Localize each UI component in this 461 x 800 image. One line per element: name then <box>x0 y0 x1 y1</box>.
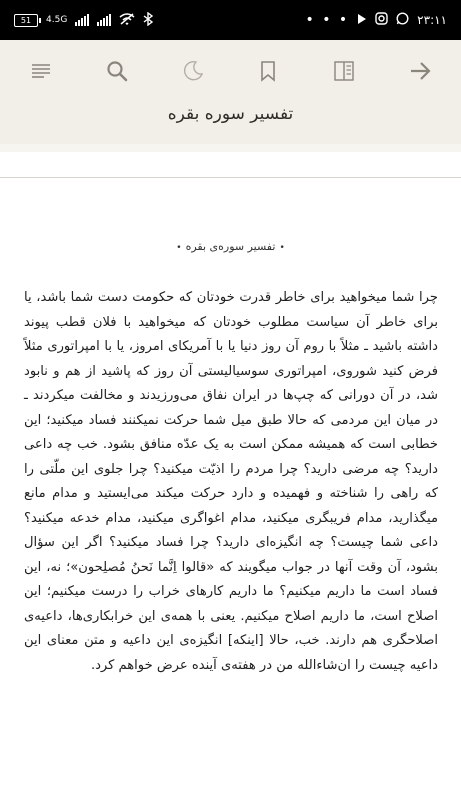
more-notifications-icon: • • • <box>305 12 350 28</box>
signal-bars-icon <box>75 14 89 26</box>
instagram-icon <box>375 12 388 28</box>
back-button[interactable] <box>403 54 437 88</box>
divider <box>0 177 461 178</box>
wifi-off-icon <box>119 13 135 28</box>
status-left <box>14 12 153 29</box>
whatsapp-icon <box>396 12 409 28</box>
status-bar <box>0 0 461 40</box>
play-icon <box>357 13 367 28</box>
menu-lines-icon <box>29 59 53 83</box>
status-right <box>305 12 447 28</box>
reader-toolbar <box>0 40 461 144</box>
bullet-icon: • <box>279 243 285 253</box>
section-label-text: تفسیر سوره‌ی بقره <box>185 240 276 253</box>
network-type: 4.5G <box>46 15 68 25</box>
toolbar-shadow <box>0 144 461 152</box>
battery-icon: 51 <box>14 14 38 27</box>
night-mode-icon <box>181 59 205 83</box>
search-icon <box>105 59 129 83</box>
menu-button[interactable] <box>24 54 58 88</box>
status-time: ۲۳:۱۱ <box>417 13 447 27</box>
bullet-icon: • <box>176 243 182 253</box>
search-button[interactable] <box>100 54 134 88</box>
toolbar-icons-row <box>0 40 461 102</box>
page-title: تفسیر سوره بقره <box>167 104 294 124</box>
back-arrow-icon <box>408 59 432 83</box>
night-mode-button[interactable] <box>176 54 210 88</box>
bookmark-icon <box>256 59 280 83</box>
book-pages-icon <box>332 59 356 83</box>
article-paragraph: چرا شما میخواهید برای خاطر قدرت خودتان که حکومت دست شما باشد، یا برای خاطر آن سیاست مطلوب خودتان که میخواهید با فلان قطب پیوند داشته باشید ـ مثلاً با روم آن روز دنیا یا با آمریکای امروز، یا با امپراتوری مثلاً فرض کنید شوروی، امپراتوری سوسیالیستی آن روز که پاشید از هم و نابود شد، در آن دورانی که چپ‌ها در ایران نفاق می‌ورزیدند و مخالفت میکردند ـ در میان این مردمی که حالا طبق میل شما حرکت نمیکنند فساد میکنید؛ این خطابی است که همیشه ممکن است به یک عدّه منافق بشود. خب چه داعی دارید؟ چه مرضی دارید؟ چرا مردم را اذیّت میکنید؟ چرا جلوی این ملّتی را که راهی را شناخته و فهمیده و دارد حرکت میکند می‌ایستید و مدام مانع میگذارید، مدام فریبگری میکنید، مدام اغواگری میکنید، مدام خدعه میکنید؟ داعی شما چیست؟ چه انگیزه‌ای دارید؟ چرا فساد میکنید؟ اگر این سؤال بشود، آن وقت آنها در جواب میگویند که «قالوا اِنَّما نَحنُ مُصلِحون»؛ نه، این فساد است ما داریم میکنیم؟ ما داریم کارهای خراب را درست میکنیم؛ این اصلاح است، ما داریم اصلاح میکنیم. یعنی با همه‌ی این خرابکاری‌ها، داعیه‌ی اصلاحگری هم دارند. خب، حالا [اینکه] انگیزه‌ی این داعیه و متن معنای این داعیه چیست را ان‌شاءالله من در هفته‌ی آینده عرض خواهم کرد. <box>24 290 438 673</box>
bookmark-button[interactable] <box>251 54 285 88</box>
section-label <box>0 240 461 253</box>
bluetooth-icon <box>143 12 153 29</box>
signal-bars-2-icon <box>97 14 111 26</box>
pages-button[interactable] <box>327 54 361 88</box>
